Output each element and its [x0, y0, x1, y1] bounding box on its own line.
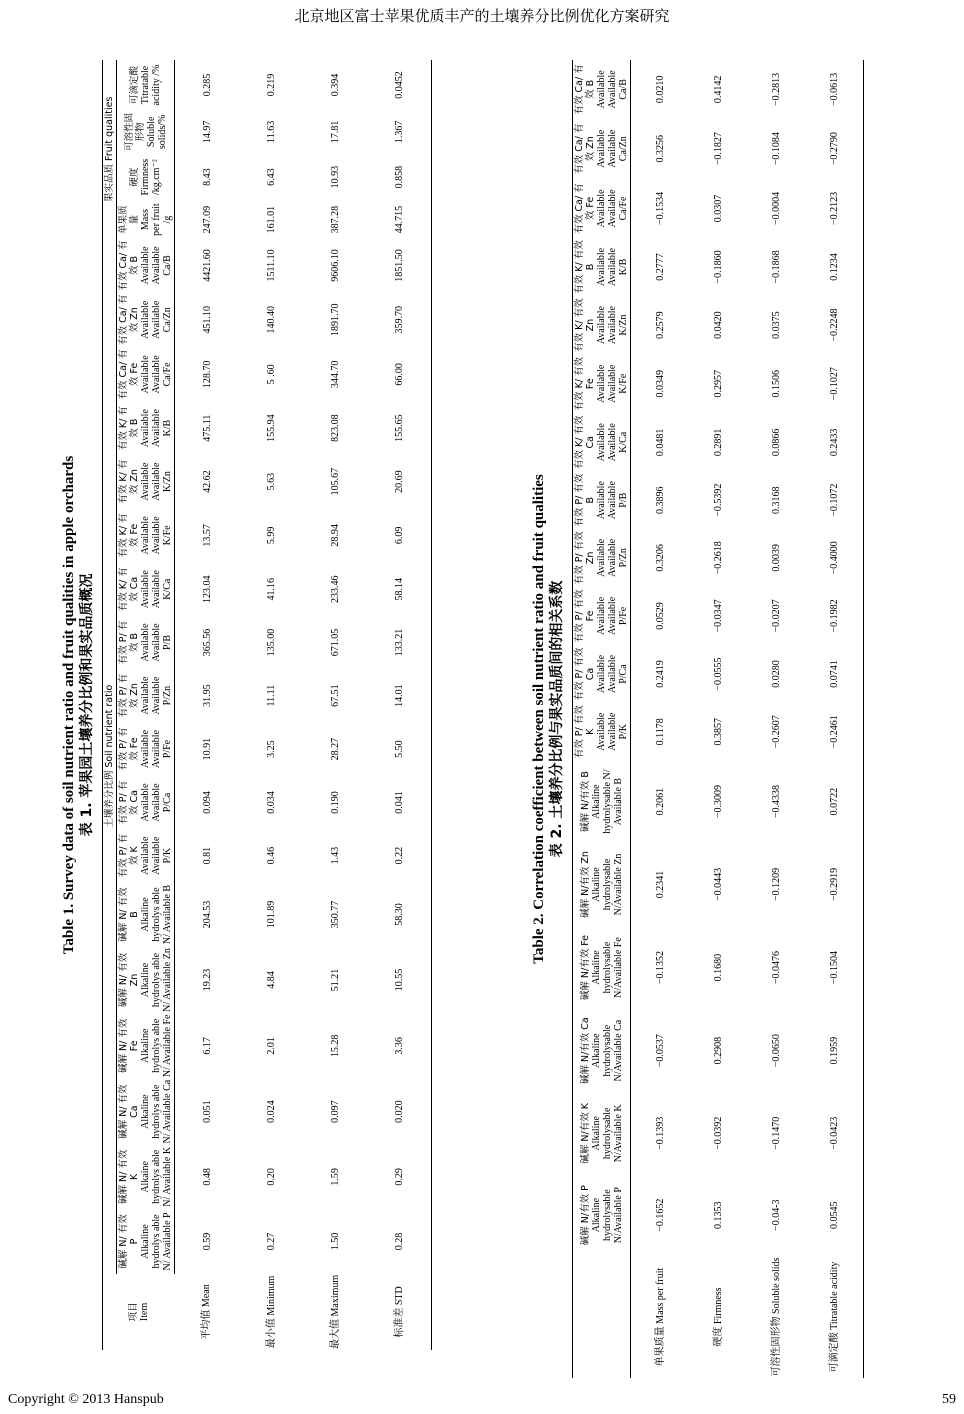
table1-cell: 9606.10: [329, 249, 341, 282]
table1-cell: 2.01: [265, 1037, 277, 1055]
table1-col-header: 单果质量 Mass per fruit /g: [117, 201, 175, 239]
table1-cell: 10.93: [329, 165, 341, 189]
table2-col-header: 有效 P/ 有效 Zn Available Available P/Zn: [573, 529, 631, 587]
table2-cell: 0.2908: [712, 1036, 724, 1065]
table1-cell: 13.57: [201, 524, 213, 547]
table2-cell: −0.2461: [805, 703, 864, 760]
table1-col-header: 有效 P/ 有效 K Available Available P/K: [117, 829, 175, 882]
table1-cell: 161.01: [265, 205, 277, 234]
table2-cell: 0.0481: [654, 428, 666, 457]
table1-col-header: 碱解 N/ 有效 Fe Alkaline hydrolys able N/ Available Fe: [118, 1014, 173, 1078]
table2-cell: 0.3857: [712, 718, 724, 746]
table1-col-header: 有效 K/ 有效 B Available Available K/B: [117, 402, 175, 455]
table1-cell: 15.28: [329, 1034, 341, 1058]
table1-cell: 387.28: [329, 205, 341, 234]
table2-cell: −0.0650: [770, 1034, 782, 1068]
table2-row-label: 硬度 Firmness: [712, 1287, 724, 1347]
table1-col-header: 碱解 N/ 有效 K Alkaine hydrolys able N/ Available K: [117, 1145, 175, 1210]
table1-col-header: 有效 P/ 有效 Ca Available Available P/Ca: [117, 776, 175, 830]
table2-cell: −0.0392: [712, 1116, 724, 1150]
table2-cell: −0.2607: [770, 715, 782, 749]
table2-cell: 0.0866: [770, 428, 782, 457]
table2-cell: 0.0307: [712, 194, 724, 223]
table2-col-header: 碱解 N/有效 Ca Alkaline hydrolysable N/Available Ca: [573, 1009, 631, 1092]
table1-cell: 66.00: [367, 347, 432, 402]
table2-cell: −0.0537: [654, 1034, 666, 1068]
table2-cell: 0.3206: [654, 544, 666, 572]
table2-cell: −0.2790: [805, 119, 864, 179]
table1-col-header: 碱解 N/ 有效 Ca Alkaline hydrolys able N/ Available Ca: [118, 1079, 173, 1144]
table2-caption-en: Table 2. Correlation coefficient between soil nutrient ratio and fruit qualities: [531, 474, 547, 964]
table2-col-header: 有效 K/ 有效 Ca Available Available K/Ca: [573, 413, 631, 472]
table2-cell: −0.4338: [770, 785, 782, 819]
table1-cell: 0.29: [367, 1145, 432, 1210]
table1-cell: 1.59: [329, 1168, 341, 1186]
table1-cell: 1.367: [367, 110, 432, 154]
table-row: [367, 60, 432, 1350]
table2-cell: −0.0004: [770, 191, 782, 226]
table1-cell: 128.70: [201, 360, 213, 389]
table2-cell: −0.1534: [654, 191, 666, 226]
table1-col-header: 有效 Ca/ 有效 B Available Available Ca/B: [118, 240, 173, 291]
table1-col-header: 硬度 Firmness /kg.cm⁻²: [117, 154, 175, 201]
table1-cell: 14.01: [367, 669, 432, 723]
table2-cell: 0.1506: [770, 369, 782, 398]
table2-cell: 0.2419: [654, 660, 666, 688]
table1-cell: 0.024: [265, 1100, 277, 1123]
table2-col-header: 有效 P/ 有效 Fe Available Available P/Fe: [573, 587, 631, 645]
table1-cell: 359.70: [367, 292, 432, 347]
table2-cell: 0.2579: [654, 311, 666, 339]
table1-cell: 0.190: [329, 791, 341, 814]
table1-cell: 0.81: [201, 846, 213, 865]
table2-cell: 0.2061: [654, 787, 666, 816]
table1-cell: 5.63: [265, 472, 277, 491]
table2-cell: −0.1352: [654, 950, 666, 985]
table1-cell: 247.09: [201, 205, 213, 234]
table2-col-header: 有效 Ca/ 有效 B Available Available Ca/B: [573, 60, 631, 119]
table1-cell: 28.94: [329, 524, 341, 547]
table1-cell: 17.81: [329, 120, 341, 144]
table2-row-label: 单果质量 Mass per fruit: [654, 1267, 666, 1367]
table-row: [689, 60, 747, 1378]
table1-cell: 14.97: [201, 120, 213, 144]
table1-cell: 1511.10: [265, 249, 277, 282]
table1-cell: 135.00: [265, 628, 277, 657]
table2-cell: −0.0555: [712, 657, 724, 691]
table1-cell: 11.63: [265, 120, 277, 143]
table1-cell: 3.25: [265, 740, 277, 758]
table1-cell: 6.09: [367, 509, 432, 563]
table1-col-header: 有效 Ca/ 有效 Fe Available Available Ca/Fe: [117, 347, 175, 402]
table1-cell: 0.22: [367, 829, 432, 882]
table2-cell: −0.0347: [712, 599, 724, 633]
table2-cell: 0.1353: [712, 1201, 724, 1229]
table1-col-header: 可溶性固 形物 Soluble solids/%: [117, 110, 175, 154]
table2-row-label: 可滴定酸 Titratable acidity: [805, 1256, 864, 1378]
table1-cell: 0.0452: [367, 60, 432, 110]
table1-cell: 19.23: [201, 968, 213, 992]
table1-cell: 1.50: [329, 1232, 341, 1251]
table2-cell: 0.2433: [805, 413, 864, 472]
table2-cell: −0.2123: [805, 179, 864, 239]
table1-cell: 10.55: [367, 947, 432, 1013]
table1-cell: 11.11: [265, 684, 277, 707]
table1-cell: 28.27: [329, 737, 341, 761]
table1-cell: 0.285: [201, 73, 213, 97]
table2-cell: −0.1827: [712, 132, 724, 166]
table2-cell: 0.1680: [712, 953, 724, 982]
table1-cell: 1851.50: [367, 239, 432, 293]
table1-col-header: 有效 Ca/ 有效 Zn Available Available Ca/Zn: [117, 292, 175, 347]
table2-cell: 0.0420: [712, 311, 724, 339]
table1: [102, 60, 432, 1350]
table1-cell: 10.91: [201, 737, 213, 761]
table2-cell: 0.0722: [805, 760, 864, 843]
table2-col-header: 碱解 N/有效 B Alkaline hydrolysable N/ Available B: [573, 760, 631, 843]
table-row: [175, 60, 240, 1350]
table2-cell: 0.2777: [654, 253, 666, 281]
table1-cell: 451.10: [201, 306, 213, 334]
table1-row-label: 平均值 Mean: [201, 1284, 213, 1340]
table2-col-header: 有效 Ca/ 有效 Fe Available Available Ca/Fe: [573, 179, 631, 239]
table2-cell: −0.4000: [805, 529, 864, 587]
table1-cell: 0.020: [367, 1079, 432, 1145]
table1-cell: 0.28: [367, 1209, 432, 1274]
table1-col-header: 有效 K/ 有效 Zn Available Available K/Zn: [117, 455, 175, 509]
table1-row-label: 最大值 Maximum: [329, 1274, 341, 1349]
table2-cell: −0.1393: [654, 1116, 666, 1150]
table2-cell: 0.0349: [654, 369, 666, 398]
table2-col-header: 有效 K/ 有效 B Available Available K/B: [574, 240, 629, 294]
table2-caption-zh: 表 2. 土壤养分比例与果实品质间的相关系数: [549, 580, 565, 858]
table2-cell: −0.1072: [805, 472, 864, 529]
table2-col-header: 有效 P/ 有效 B Available Available P/B: [574, 473, 629, 527]
table2-cell: −0.0423: [805, 1092, 864, 1174]
table2-cell: −0.1084: [770, 132, 782, 166]
table1-cell: 0.20: [265, 1168, 277, 1186]
table1-cell: 5 .60: [265, 364, 277, 385]
table2-cell: 0.0210: [654, 75, 666, 104]
table2-col-header: 有效 K/ 有效 Zn Available Available K/Zn: [573, 296, 631, 355]
table2-cell: −0.04-3: [770, 1199, 782, 1231]
table1-cell: 155.94: [265, 414, 277, 442]
table1-cell: 6.17: [201, 1037, 213, 1055]
table1-cell: 140.40: [265, 306, 277, 334]
table2: [572, 60, 864, 1378]
table1-cell: 233.46: [329, 575, 341, 603]
table-row: [631, 60, 690, 1378]
running-header: 北京地区富士苹果优质丰产的土壤养分比例优化方案研究: [294, 7, 670, 25]
table2-cell: −0.1209: [770, 867, 782, 902]
table2-cell: −0.2248: [805, 296, 864, 355]
table1-cell: 4.84: [265, 971, 277, 989]
table1-cell: 0.858: [367, 154, 432, 201]
table2-block: [530, 60, 880, 1378]
table2-cell: 0.0741: [805, 645, 864, 703]
table2-corner: [573, 1256, 631, 1378]
table2-cell: −0.1470: [770, 1116, 782, 1150]
table1-cell: 0.394: [329, 73, 341, 97]
table1-col-header: 有效 P/ 有效 Zn Available Available P/Zn: [117, 669, 175, 723]
table2-col-header: 碱解 N/有效 K Alkaline hydrolysable N/Available K: [573, 1092, 631, 1174]
table2-cell: −0.1652: [654, 1198, 666, 1232]
table1-cell: 0.034: [265, 791, 277, 814]
table1-cell: 350.77: [329, 900, 341, 929]
table1-cell: 344.70: [329, 360, 341, 389]
table1-caption-zh: 表 1. 苹果园土壤养分比例和果实品质概况: [79, 573, 95, 837]
table1-cell: 105.67: [329, 467, 341, 496]
table1-cell: 4421.60: [201, 249, 213, 282]
table2-col-header: 有效 P/ 有效 K Available Available P/K: [573, 703, 631, 760]
table2-cell: 0.3896: [654, 486, 666, 514]
table1-cell: 51.21: [329, 968, 341, 992]
table1-cell: 6.43: [265, 168, 277, 186]
table2-cell: −0.0207: [770, 599, 782, 633]
table2-cell: 0.1234: [805, 238, 864, 295]
table2-cell: −0.0476: [770, 950, 782, 985]
table1-row-label: 标准差 STD: [367, 1274, 432, 1350]
table1-col-header: 碱解 N/ 有效 P Alkaline hydrolys able N/ Available P: [117, 1209, 175, 1274]
table1-group-fruit: 果实品质 Fruit qualities: [103, 60, 117, 239]
table1-cell: 67.51: [329, 684, 341, 707]
table1-cell: 58.30: [367, 882, 432, 947]
table1-cell: 101.89: [265, 900, 277, 929]
table1-col-header: 有效 K/ 有效 Ca Available Available K/Ca: [117, 562, 175, 616]
table2-cell: −0.0613: [805, 60, 864, 119]
table2-row-label: 可溶性固形物 Soluble solids: [770, 1257, 782, 1377]
table2-cell: 0.1178: [654, 718, 666, 746]
table1-cell: 0.46: [265, 846, 277, 865]
table2-cell: 0.0529: [654, 602, 666, 630]
table2-cell: 0.0039: [770, 544, 782, 572]
table1-col-header: 有效 P/ 有效 Fe Available Available P/Fe: [117, 722, 175, 775]
table2-cell: 0.1959: [805, 1009, 864, 1092]
table1-cell: 365.56: [201, 628, 213, 657]
table2-cell: −0.5392: [712, 483, 724, 517]
table-row: [747, 60, 805, 1378]
table1-item-header: 项目 Item: [103, 1274, 175, 1350]
table1-col-header: 有效 P/ 有效 B Available Available P/B: [117, 616, 175, 669]
table2-cell: −0.1504: [805, 926, 864, 1009]
table2-col-header: 碱解 N/有效 Zn Alkaline hydrolysable N/Available Zn: [573, 843, 631, 926]
table1-cell: 204.53: [201, 900, 213, 929]
table2-cell: −0.2919: [805, 843, 864, 926]
table-row: [805, 60, 864, 1378]
table1-block: [60, 60, 480, 1350]
table1-cell: 8.43: [201, 168, 213, 186]
table2-cell: 0.0375: [770, 311, 782, 339]
table1-cell: 823.08: [329, 414, 341, 442]
table2-cell: 0.0545: [805, 1174, 864, 1256]
table1-cell: 0.041: [367, 776, 432, 830]
table1-cell: 5.99: [265, 526, 277, 545]
copyright: Copyright © 2013 Hanspub: [8, 1392, 164, 1407]
table2-cell: 0.4142: [712, 75, 724, 104]
table1-cell: 0.097: [329, 1100, 341, 1123]
table1-row-label: 最小值 Minimum: [265, 1275, 277, 1349]
table1-cell: 0.27: [265, 1232, 277, 1251]
table2-cell: 0.0280: [770, 660, 782, 688]
table2-cell: 0.3168: [770, 486, 782, 514]
table2-cell: −0.2618: [712, 541, 724, 575]
table1-cell: 31.95: [201, 684, 213, 707]
table1-cell: 20.69: [367, 455, 432, 509]
table1-cell: 133.21: [367, 616, 432, 669]
table1-cell: 0.48: [201, 1168, 213, 1186]
table1-cell: 0.051: [201, 1100, 213, 1123]
table2-cell: −0.0443: [712, 867, 724, 902]
table1-cell: 123.04: [201, 575, 213, 603]
table2-col-header: 有效 Ca/ 有效 Zn Available Available Ca/Zn: [573, 119, 631, 179]
table2-cell: 0.2891: [712, 428, 724, 457]
page-number: 59: [942, 1392, 956, 1407]
table1-cell: 41.16: [265, 577, 277, 601]
table2-col-header: 有效 K/ 有效 Fe Available Available K/Fe: [573, 354, 631, 412]
table1-cell: 0.219: [265, 73, 277, 97]
table1-cell: 58.14: [367, 562, 432, 616]
table1-cell: 3.36: [367, 1013, 432, 1079]
table2-cell: 0.2957: [712, 369, 724, 398]
table1-col-header: 可滴定酸 Titratable acidity /%: [117, 60, 175, 110]
table1-group-soil: 土壤养分比例 Soil nutrient ratio: [103, 239, 117, 1274]
table-row: [239, 60, 303, 1350]
table1-cell: 671.05: [329, 628, 341, 657]
table1-col-header: 碱解 N/ 有效 B Alkaline hydrolys able N/ Available B: [117, 882, 175, 947]
table2-cell: 0.2341: [654, 870, 666, 899]
table2-cell: 0.3256: [654, 134, 666, 163]
table2-cell: −0.2813: [770, 72, 782, 106]
table1-col-header: 碱解 N/ 有效 Zn Alkaline hydrolys able N/ Available Zn: [118, 948, 173, 1012]
table1-cell: 1891.70: [329, 303, 341, 336]
table2-cell: −0.1860: [712, 250, 724, 284]
table1-cell: 42.62: [201, 470, 213, 493]
table2-col-header: 碱解 N/有效 P Alkaline hydrolysable N/Available P: [573, 1174, 631, 1256]
table1-cell: 44.715: [367, 201, 432, 239]
table-row: [303, 60, 367, 1350]
table2-cell: −0.1868: [770, 250, 782, 284]
table2-cell: −0.3009: [712, 785, 724, 819]
table2-cell: −0.1027: [805, 354, 864, 412]
table2-col-header: 有效 P/ 有效 Ca Available Available P/Ca: [573, 645, 631, 703]
table1-cell: 5.50: [367, 722, 432, 775]
table1-col-header: 有效 K/ 有效 Fe Available Available K/Fe: [117, 509, 175, 563]
table1-cell: 155.65: [367, 402, 432, 455]
table1-cell: 0.094: [201, 791, 213, 814]
table1-cell: 0.59: [201, 1232, 213, 1251]
table2-cell: −0.1982: [805, 587, 864, 645]
table2-col-header: 碱解 N/有效 Fe Alkaline hydrolysable N/Available Fe: [573, 926, 631, 1009]
table1-cell: 475.11: [201, 414, 213, 442]
table1-caption-en: Table 1. Survey data of soil nutrient ratio and fruit qualities in apple orchards: [61, 455, 77, 955]
table1-cell: 1.43: [329, 846, 341, 865]
